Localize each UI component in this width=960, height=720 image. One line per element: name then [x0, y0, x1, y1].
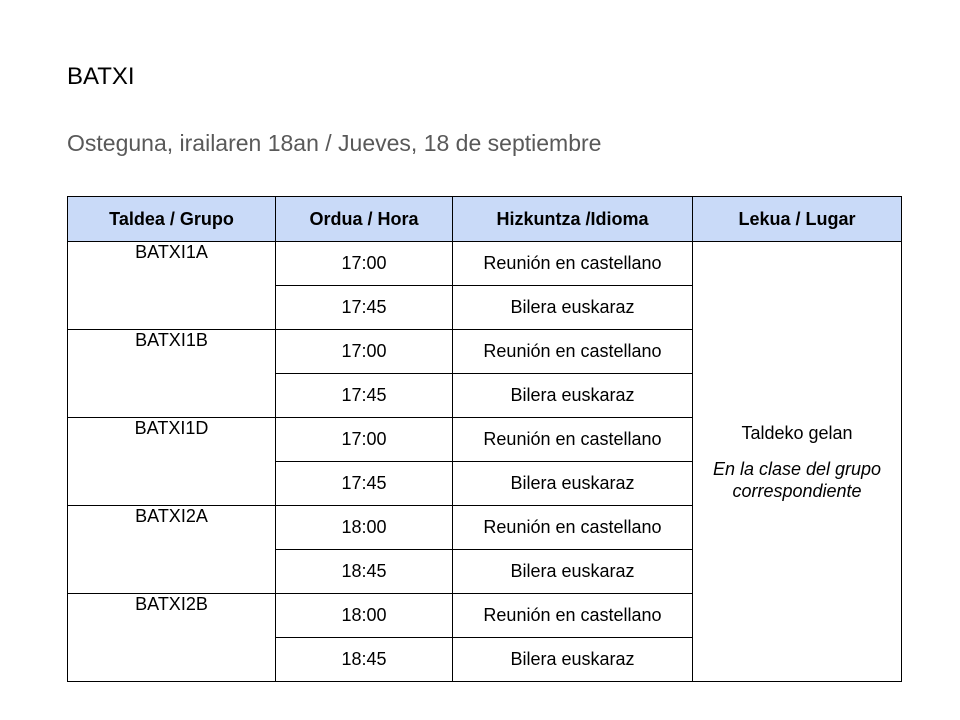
column-header-time: Ordua / Hora	[276, 197, 453, 242]
language-cell: Reunión en castellano	[453, 242, 693, 286]
language-cell: Bilera euskaraz	[453, 374, 693, 418]
language-cell: Reunión en castellano	[453, 506, 693, 550]
time-cell: 18:45	[276, 550, 453, 594]
schedule-table	[67, 196, 902, 682]
language-cell: Bilera euskaraz	[453, 550, 693, 594]
language-cell: Bilera euskaraz	[453, 286, 693, 330]
place-basque: Taldeko gelan	[741, 422, 853, 443]
language-cell: Reunión en castellano	[453, 418, 693, 462]
page-title: BATXI	[67, 63, 135, 90]
time-cell: 18:45	[276, 638, 453, 682]
group-cell: BATXI2B	[68, 594, 276, 682]
time-cell: 18:00	[276, 506, 453, 550]
time-cell: 17:00	[276, 418, 453, 462]
time-cell: 17:45	[276, 462, 453, 506]
time-cell: 17:45	[276, 374, 453, 418]
place-cell	[693, 242, 902, 682]
column-header-place: Lekua / Lugar	[693, 197, 902, 242]
language-cell: Bilera euskaraz	[453, 462, 693, 506]
group-cell: BATXI1B	[68, 330, 276, 418]
place-spanish: En la clase del grupo correspondiente	[712, 458, 882, 501]
time-cell: 17:00	[276, 242, 453, 286]
time-cell: 18:00	[276, 594, 453, 638]
column-header-language: Hizkuntza /Idioma	[453, 197, 693, 242]
date-subtitle: Osteguna, irailaren 18an / Jueves, 18 de septiembre	[67, 130, 602, 156]
column-header-group: Taldea / Grupo	[68, 197, 276, 242]
time-cell: 17:00	[276, 330, 453, 374]
group-cell: BATXI1D	[68, 418, 276, 506]
time-cell: 17:45	[276, 286, 453, 330]
group-cell: BATXI2A	[68, 506, 276, 594]
language-cell: Reunión en castellano	[453, 330, 693, 374]
group-cell: BATXI1A	[68, 242, 276, 330]
language-cell: Bilera euskaraz	[453, 638, 693, 682]
table-row	[68, 242, 902, 286]
language-cell: Reunión en castellano	[453, 594, 693, 638]
table-header-row	[68, 197, 902, 242]
